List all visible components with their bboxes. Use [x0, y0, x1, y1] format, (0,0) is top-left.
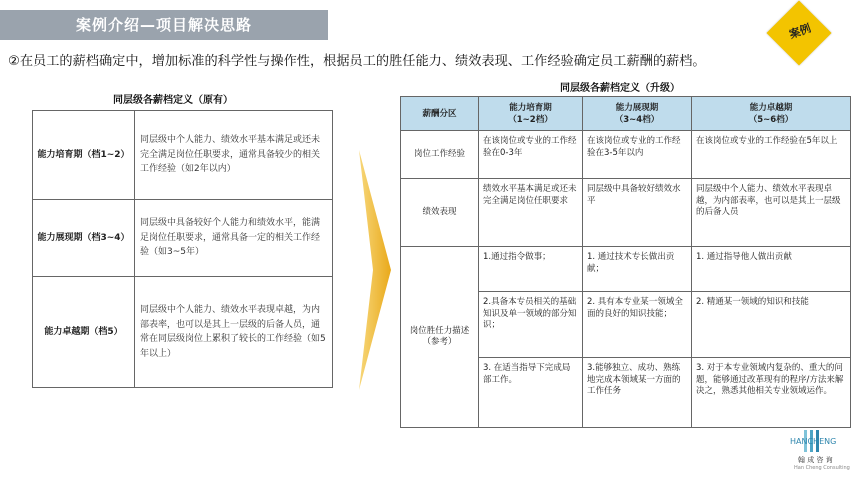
table-row	[401, 247, 851, 292]
grade-label: 能力卓越期（档5）	[33, 277, 135, 388]
grade-label: 能力展现期（档3~4）	[33, 200, 135, 277]
table-row	[401, 131, 851, 179]
column-subtitle: （3~4档）	[614, 114, 660, 125]
logo-english-name: Han Cheng Consulting	[794, 465, 850, 471]
column-title: 能力培育期	[509, 102, 552, 113]
table-cell: 2.具备本专员相关的基础知识及单一领域的部分知识；	[479, 292, 583, 358]
column-subtitle: （5~6档）	[748, 114, 794, 125]
table-cell: 1.通过指令做事；	[479, 247, 583, 292]
grade-description: 同层级中具备较好个人能力和绩效水平，能满足岗位任职要求，通常具备一定的相关工作经验（如3~5年）	[135, 200, 333, 277]
table-cell: 3. 在适当指导下完成局部工作。	[479, 358, 583, 428]
column-header-zone: 薪酬分区	[401, 97, 479, 131]
column-header	[692, 97, 851, 131]
row-label: 岗位工作经验	[401, 131, 479, 179]
logo-chinese-name: 翰 成 咨 询	[798, 456, 833, 464]
table-row	[401, 179, 851, 247]
page-title: 案例介绍—项目解决思路	[76, 16, 253, 34]
table-cell: 在该岗位或专业的工作经验在3-5年以内	[583, 131, 692, 179]
column-header	[479, 97, 583, 131]
upgraded-grade-table	[400, 96, 851, 428]
table-cell: 3. 对于本专业领域内复杂的、重大的问题，能够通过改革现有的程序/方法来解决之，熟悉其他相关专业领域运作。	[692, 358, 851, 428]
table-cell: 在该岗位或专业的工作经验在5年以上	[692, 131, 851, 179]
intro-text: ②在员工的薪档确定中，增加标准的科学性与操作性，根据员工的胜任能力、绩效表现、工作经验确定员工薪酬的薪档。	[8, 54, 706, 69]
original-grade-table	[32, 110, 333, 388]
logo-wordmark: HANCHENG	[790, 437, 837, 446]
column-title: 能力卓越期	[749, 102, 793, 113]
table-row	[33, 277, 333, 388]
grade-label: 能力培育期（档1~2）	[33, 111, 135, 200]
left-table-caption: 同层级各薪档定义（原有）	[113, 95, 233, 106]
table-cell: 2. 具有本专业某一领域全面的良好的知识技能；	[583, 292, 692, 358]
table-header-row	[401, 97, 851, 131]
grade-description: 同层级中个人能力、绩效水平基本满足或还未完全满足岗位任职要求，通常具备较少的相关工作经验（如2年以内）	[135, 111, 333, 200]
table-cell: 同层级中个人能力、绩效水平表现卓越，为内部表率，也可以是其上一层级的后备人员	[692, 179, 851, 247]
right-arrow-icon	[357, 150, 393, 390]
table-cell: 在该岗位或专业的工作经验在0-3年	[479, 131, 583, 179]
row-label: 岗位胜任力描述（参考）	[401, 247, 479, 428]
table-row	[33, 111, 333, 200]
right-table-caption: 同层级各薪档定义（升级）	[560, 83, 680, 94]
table-cell: 3.能够独立、成功、熟练地完成本领域某一方面的工作任务	[583, 358, 692, 428]
grade-description: 同层级中个人能力、绩效水平表现卓越，为内部表率，也可以是其上一层级的后备人员，通常在同层级岗位上累积了较长的工作经验（如5年以上）	[135, 277, 333, 388]
column-header	[583, 97, 692, 131]
row-label: 绩效表现	[401, 179, 479, 247]
table-cell: 2. 精通某一领域的知识和技能	[692, 292, 851, 358]
table-cell: 1. 通过技术专长做出贡献；	[583, 247, 692, 292]
table-cell: 同层级中具备较好绩效水平	[583, 179, 692, 247]
column-title: 能力展现期	[615, 102, 659, 113]
case-badge-label: 案例	[787, 21, 813, 42]
column-subtitle: （1~2档）	[508, 114, 553, 125]
table-cell: 绩效水平基本满足或还未完全满足岗位任职要求	[479, 179, 583, 247]
table-row	[33, 200, 333, 277]
table-cell: 1. 通过指导他人做出贡献	[692, 247, 851, 292]
